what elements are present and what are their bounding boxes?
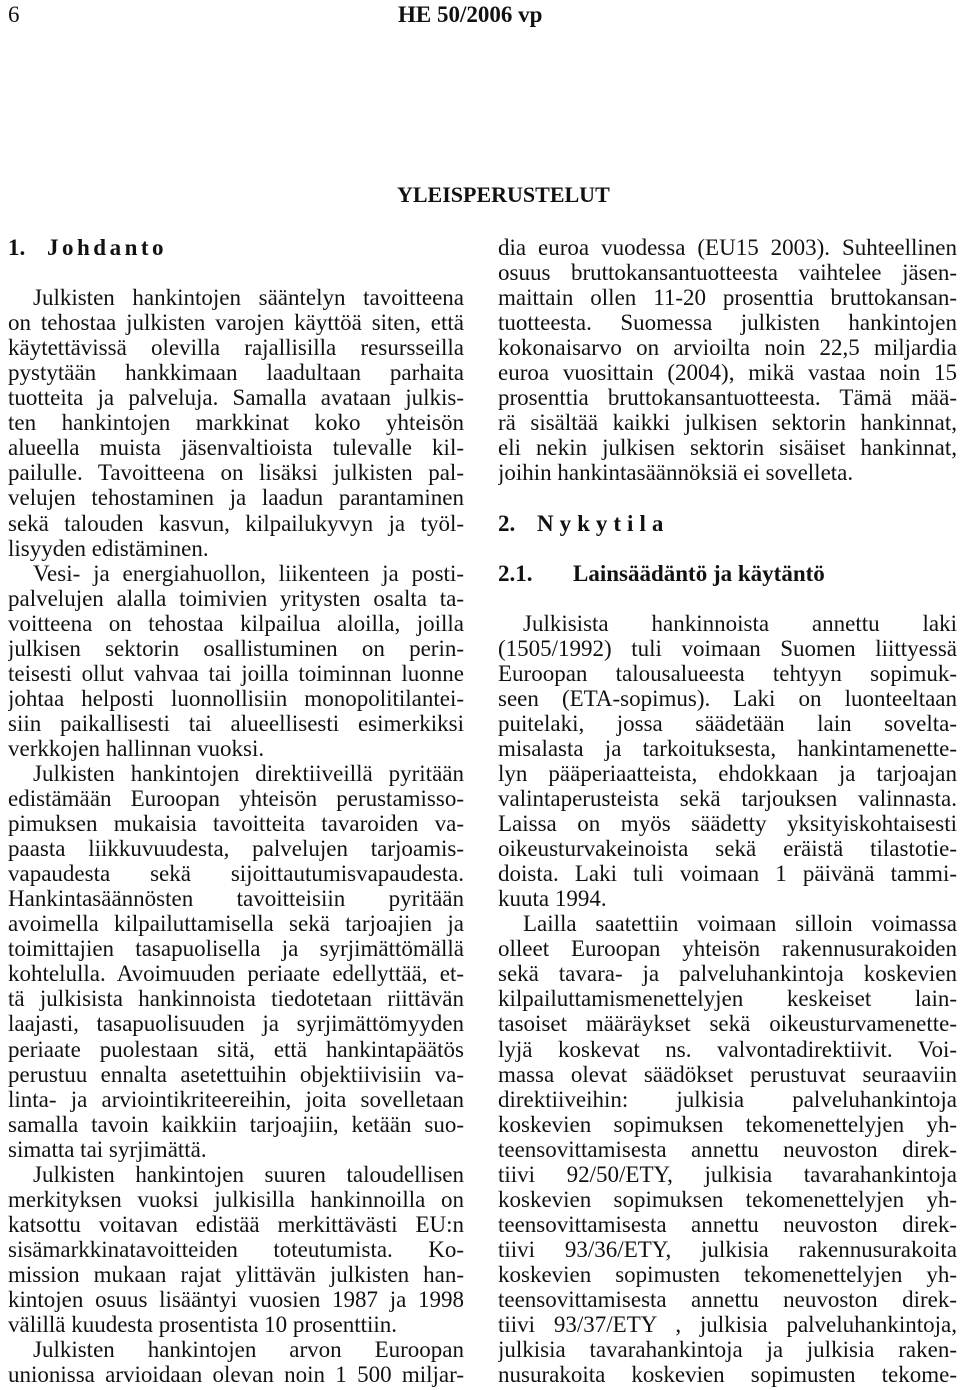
subsection-title: Lainsäädäntö ja käytäntö: [573, 560, 825, 586]
text-line: eli nekin julkisen sektorin sisäiset hankinnat,: [498, 435, 957, 461]
text-line: mission mukaan rajat ylittävän julkisten han-: [8, 1261, 464, 1287]
left-column: [8, 235, 464, 1387]
text-line: joihin hankintasäännöksiä ei sovelleta.: [498, 460, 854, 486]
text-line: rä sisältää kaikki julkisen sektorin hankinnat,: [498, 410, 957, 436]
text-line: koskevien sopimuksen tekomenettelyjen yh-: [498, 1186, 957, 1212]
text-line: kintojen osuus lisääntyi vuosien 1987 ja 1998: [8, 1286, 464, 1312]
text-line: oikeusturvakeinoista sekä eräistä tilastotie-: [498, 836, 957, 862]
text-line: (1505/1992) tuli voimaan Suomen liittyessä: [498, 635, 957, 661]
text-line: tiivi 93/37/ETY , julkisia palveluhankintoja,: [498, 1312, 957, 1338]
text-line: periaate puolestaan sitä, että hankintapäätös: [8, 1036, 464, 1062]
text-line: teensovittamisesta annettu neuvoston direk-: [498, 1211, 957, 1237]
text-line: laajasti, tasapuolisuuden ja syrjimättömyyden: [8, 1011, 464, 1037]
text-line: edistämään Euroopan yhteisön perustamisso-: [8, 786, 464, 812]
text-line: Julkisten hankintojen sääntelyn tavoitteena: [33, 285, 464, 311]
text-line: samalla tavoin kaikkiin tarjoajiin, ketään suo-: [8, 1111, 464, 1137]
text-line: dia euroa vuodessa (EU15 2003). Suhteellinen: [498, 235, 957, 260]
text-line: alueella muista jäsenvaltioista tulevalle kil-: [8, 435, 464, 461]
text-line: olleet Euroopan yhteisön rakennusurakoiden: [498, 936, 957, 962]
text-line: Julkisten hankintojen arvon Euroopan: [33, 1337, 464, 1363]
text-line: siin paikallisesti tai alueellisesti esimerkiksi: [8, 710, 464, 736]
text-line: teensovittamisesta annettu neuvoston direk-: [498, 1136, 957, 1162]
text-line: massa olevat säädökset perustuvat seuraaviin: [498, 1061, 957, 1087]
text-line: kuuta 1994.: [498, 886, 607, 912]
section-number: 1.: [8, 235, 26, 260]
text-line: Laissa on myös säädetty yksityiskohtaisesti: [498, 811, 957, 837]
text-line: katsottu voitavan edistää merkittävästi EU:n: [8, 1211, 464, 1237]
text-line: julkisia tavarahankintoja ja julkisia raken-: [498, 1337, 957, 1363]
text-line: tä julkisista hankinnoista tiedotetaan riittävän: [8, 986, 464, 1012]
text-line: direktiiveihin: julkisia palveluhankintoja: [498, 1086, 957, 1112]
text-line: julkisen sektorin osallistuminen on perin-: [8, 635, 464, 661]
text-line: tasoiset määräykset sekä oikeusturvamenette-: [498, 1011, 957, 1037]
text-line: tiivi 92/50/ETY, julkisia tavarahankintoja: [498, 1161, 957, 1187]
text-line: käytettävissä olevilla rajallisilla resursseilla: [8, 335, 464, 361]
text-line: perustuu ennalta asetettuihin objektiivisiin va-: [8, 1061, 464, 1087]
text-line: Julkisten hankintojen direktiiveillä pyritään: [33, 760, 464, 786]
text-line: vapaudesta sekä sijoittautumisvapaudesta.: [8, 861, 464, 887]
text-line: merkityksen vuoksi julkisilla hankinnoilla on: [8, 1186, 464, 1212]
text-line: teensovittamisesta annettu neuvoston direk-: [498, 1286, 957, 1312]
text-line: seen (ETA-sopimus). Laki on luonteeltaan: [498, 685, 957, 711]
text-line: toimittajien tasapuolisella ja syrjimättömällä: [8, 936, 464, 962]
text-line: lisyyden edistäminen.: [8, 535, 209, 561]
text-line: koskevien sopimusten tekomenettelyjen yh-: [498, 1261, 957, 1287]
text-line: pimuksen mukaisia tavoitteita tavaroiden va-: [8, 811, 464, 837]
spacer: [498, 485, 957, 510]
text-line: sekä tavara- ja palveluhankintoja koskevien: [498, 961, 957, 987]
text-line: Vesi- ja energiahuollon, liikenteen ja posti-: [33, 560, 464, 586]
text-line: Lailla saatettiin voimaan silloin voimassa: [523, 911, 957, 937]
page-number: 6: [8, 2, 20, 27]
text-line: lyjä koskevat ns. valvontadirektiivit. Voi-: [498, 1036, 957, 1062]
text-line: misalasta ja tarkoituksesta, hankintamenette-: [498, 735, 957, 761]
section-title: Nykytila: [537, 510, 670, 536]
section-title: Johdanto: [47, 235, 168, 260]
spacer: [8, 260, 464, 285]
section-number: 2.: [498, 510, 516, 536]
text-line: tuotteesta. Suomessa julkisten hankintojen: [498, 310, 957, 336]
text-line: sisämarkkinatavoitteiden toteutumista. Ko-: [8, 1236, 464, 1262]
text-line: prosenttia bruttokansantuotteesta. Tämä mää-: [498, 385, 957, 411]
text-line: Julkisista hankinnoista annettu laki: [523, 610, 957, 636]
text-line: palvelujen alalla toimivien yritysten osalta ta-: [8, 585, 464, 611]
text-line: kilpailuttamismenettelyjen keskeiset lain-: [498, 986, 957, 1012]
text-line: välillä kuudesta prosentista 10 prosenttiin.: [8, 1312, 398, 1338]
main-heading: YLEISPERUSTELUT: [397, 182, 610, 207]
document-id: HE 50/2006 vp: [398, 2, 543, 27]
text-line: tiivi 93/36/ETY, julkisia rakennusurakoita: [498, 1236, 957, 1262]
text-line: valintaperusteista sekä tarjouksen valinnasta.: [498, 786, 957, 812]
text-line: kokonaisarvo on arvioilta noin 22,5 miljardia: [498, 335, 957, 361]
text-line: puitelaki, jossa säädetään lain sovelta-: [498, 710, 957, 736]
text-line: pystytään hankkimaan laadultaan parhaita: [8, 360, 464, 386]
text-line: voitteena on tehostaa kilpailua aloilla, joilla: [8, 610, 464, 636]
text-line: lyn pääperiaatteista, ehdokkaan ja tarjoajan: [498, 760, 957, 786]
text-line: ten hankintojen markkinat koko yhteisön: [8, 410, 464, 436]
section-heading: [498, 511, 957, 536]
text-line: tuotteita ja palveluja. Samalla avataan julkis-: [8, 385, 464, 411]
subsection-heading: [498, 561, 957, 586]
text-line: paasta liikkuvuudesta, palvelujen tarjoamis-: [8, 836, 464, 862]
subsection-number: 2.1.: [498, 560, 533, 586]
text-line: pailulle. Tavoitteena on lisäksi julkisten pal-: [8, 460, 464, 486]
section-heading: [8, 235, 464, 260]
text-line: avoimella kilpailuttamisella sekä tarjoajien ja: [8, 911, 464, 937]
text-line: unionissa arvioidaan olevan noin 1 500 miljar-: [8, 1362, 464, 1388]
text-line: kohtelulla. Avoimuuden periaate edellyttää, et-: [8, 961, 464, 987]
spacer: [498, 536, 957, 561]
text-line: linta- ja arviointikriteereihin, joita sovelletaan: [8, 1086, 464, 1112]
text-line: simatta tai syrjimättä.: [8, 1136, 207, 1162]
text-line: sekä talouden kasvun, kilpailukyvyn ja työl-: [8, 510, 464, 536]
text-line: johtaa helposti luonnollisiin monopolitilantei-: [8, 685, 464, 711]
text-line: nusurakoita koskevien sopimusten tekome-: [498, 1362, 957, 1388]
text-line: doista. Laki tuli voimaan 1 päivänä tammi-: [498, 861, 957, 887]
text-line: on tehostaa julkisten varojen käyttöä siten, että: [8, 310, 464, 336]
text-line: koskevien sopimuksen tekomenettelyjen yh-: [498, 1111, 957, 1137]
text-line: Hankintasäännösten tavoitteisiin pyritään: [8, 886, 464, 912]
text-line: euroa vuosittain (2004), mikä vastaa noin 15: [498, 360, 957, 386]
text-line: Julkisten hankintojen suuren taloudellisen: [33, 1161, 464, 1187]
text-line: osuus bruttokansantuotteesta vaihtelee jäsen-: [498, 260, 957, 286]
text-line: velujen tehostaminen ja laadun parantaminen: [8, 485, 464, 511]
text-line: maittain ollen 11-20 prosenttia bruttokansan-: [498, 285, 957, 311]
text-line: teisesti ollut vahvaa tai joilla toiminnan luonne: [8, 660, 464, 686]
text-line: Euroopan talousalueesta tehtyyn sopimuk-: [498, 660, 957, 686]
spacer: [498, 586, 957, 611]
right-column: [498, 235, 957, 1387]
text-line: verkkojen hallinnan vuoksi.: [8, 735, 265, 761]
